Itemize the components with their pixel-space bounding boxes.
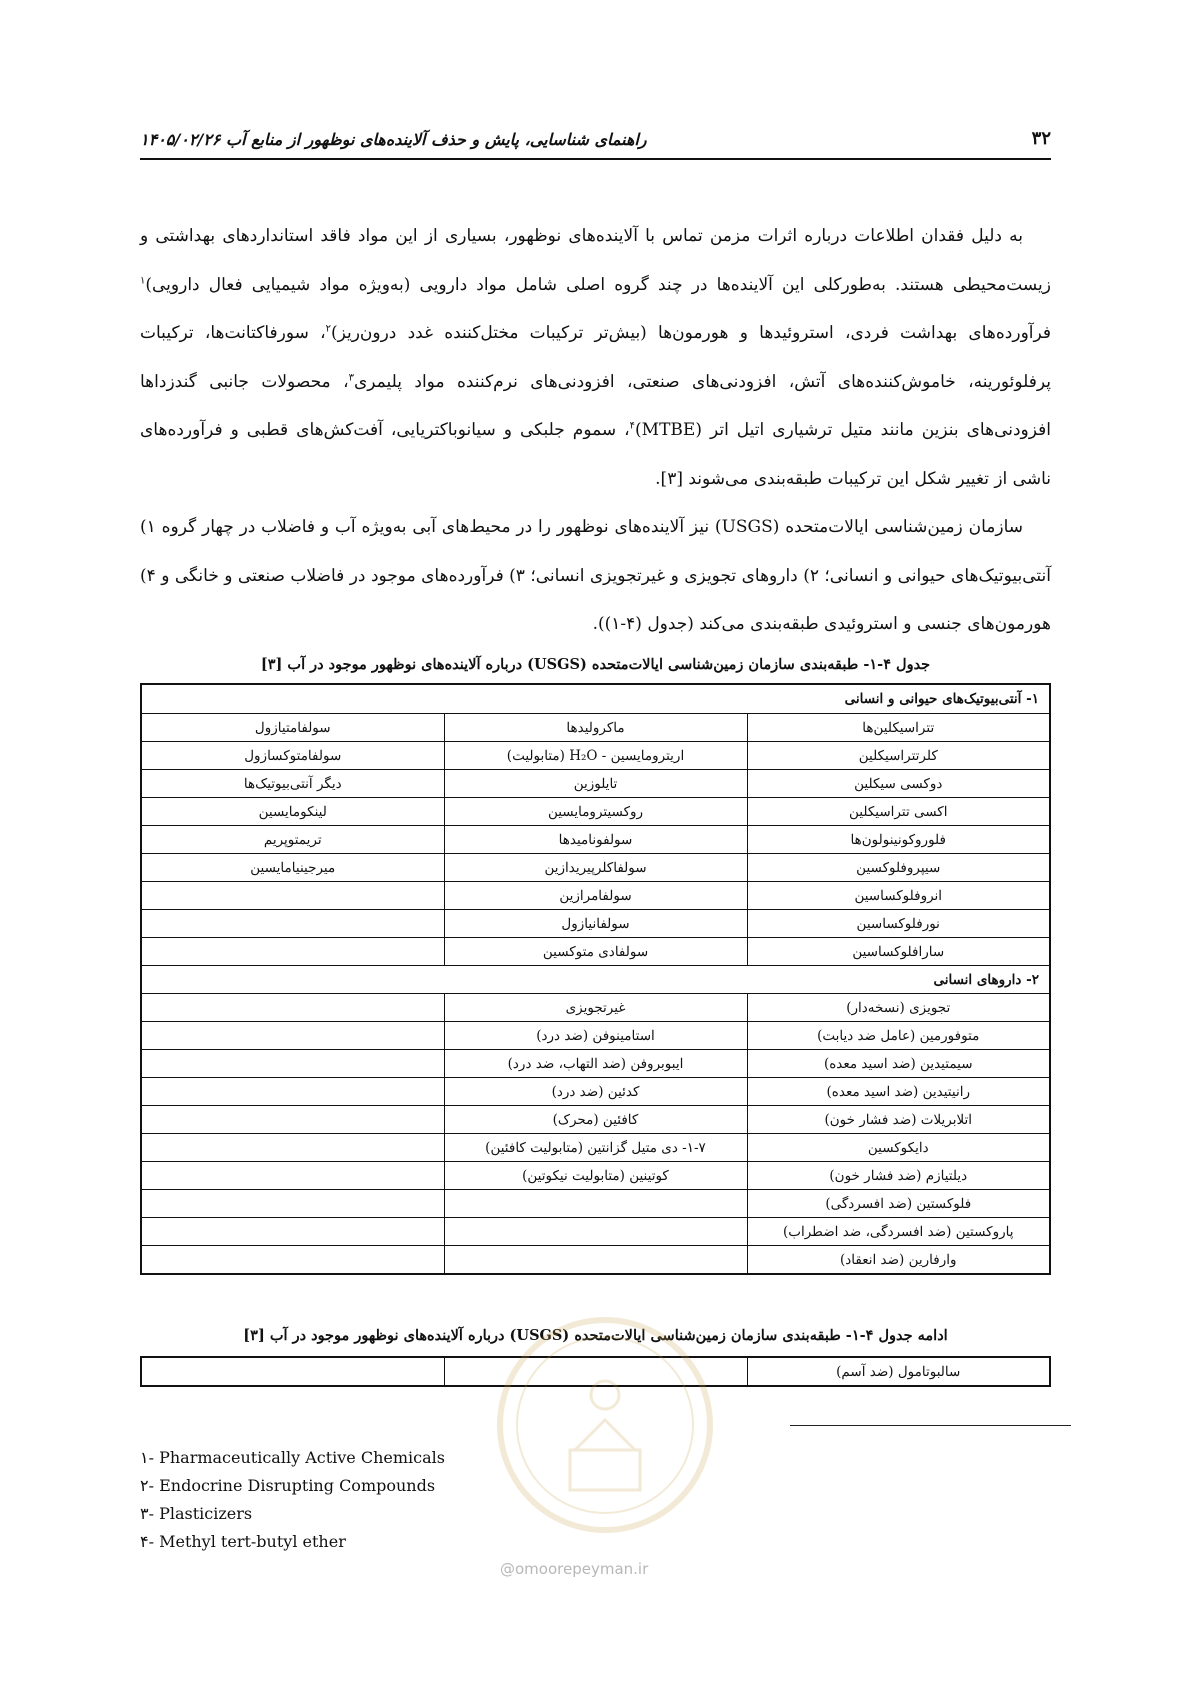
table-continued-caption: ادامه جدول ۴-۱- طبقه‌بندی سازمان زمین‌شناسی ایالات‌متحده (USGS) درباره آلاینده‌های نوظهور موجود در آب [۳]: [243, 1327, 948, 1344]
table-cell: [141, 1134, 444, 1162]
table-row: [141, 742, 1050, 770]
table-cell: دایکوکسین: [747, 1134, 1050, 1162]
table-row: [141, 882, 1050, 910]
table-cell: اریترومایسین - H₂O (متابولیت): [444, 742, 747, 770]
table-row: [141, 1106, 1050, 1134]
table-cell: پاروکستین (ضد افسردگی، ضد اضطراب): [747, 1218, 1050, 1246]
table-cell: فلوکستین (ضد افسردگی): [747, 1190, 1050, 1218]
table-cell: [141, 1050, 444, 1078]
paragraph-1-part: ، سموم جلبکی و سیانوباکتریایی، آفت‌کش‌های قطبی و فرآورده‌های ناشی از تغییر شکل این ترکیبات طبقه‌بندی می‌شوند [۳].: [140, 420, 1051, 489]
table-row: [141, 770, 1050, 798]
footnotes: [140, 1444, 445, 1556]
running-header: [140, 126, 1051, 154]
table-cell: سالبوتامول (ضد آسم): [747, 1357, 1050, 1386]
footnote-rule: [790, 1425, 1071, 1426]
table-cell: [141, 1218, 444, 1246]
footnote-ref-4: ۴: [629, 420, 636, 432]
table-row: [141, 714, 1050, 742]
table-cell: رانیتیدین (ضد اسید معده): [747, 1078, 1050, 1106]
table-row: [141, 1162, 1050, 1190]
table-row: [141, 798, 1050, 826]
table-cell: دوکسی سیکلین: [747, 770, 1050, 798]
table-section-header: [141, 966, 1050, 994]
table-cell: دیگر آنتی‌بیوتیک‌ها: [141, 770, 444, 798]
table-cell: [141, 1078, 444, 1106]
table-cell: سولفانیازول: [444, 910, 747, 938]
table-cell: متوفورمین (عامل ضد دیابت): [747, 1022, 1050, 1050]
table-cell: [444, 1218, 747, 1246]
table-cell: دیلتیازم (ضد فشار خون): [747, 1162, 1050, 1190]
table-row: [141, 938, 1050, 966]
page-number: ۳۲: [1031, 128, 1051, 149]
table-cell: تایلوزین: [444, 770, 747, 798]
table-cell: سولفامتوکسازول: [141, 742, 444, 770]
paragraph-1-part: فرآورده‌های بهداشت فردی، استروئیدها و هورمون‌ها (بیش‌تر ترکیبات مختل‌کننده غدد درون‌ریز): [330, 323, 1052, 343]
section-title: ۲- داروهای انسانی: [141, 966, 1050, 994]
table-cell: کلرتتراسیکلین: [747, 742, 1050, 770]
table-cell: سارافلوکساسین: [747, 938, 1050, 966]
table-cell: ایبوبروفن (ضد التهاب، ضد درد): [444, 1050, 747, 1078]
table-row: [141, 994, 1050, 1022]
table-cell: کوتینین (متابولیت نیکوتین): [444, 1162, 747, 1190]
table-row: [141, 1218, 1050, 1246]
section-title: ۱- آنتی‌بیوتیک‌های حیوانی و انسانی: [141, 684, 1050, 714]
table-row: [141, 1246, 1050, 1275]
header-rule: [140, 158, 1051, 160]
table-cell: سولفادی متوکسین: [444, 938, 747, 966]
table-cell: [141, 882, 444, 910]
table-cell: [444, 1246, 747, 1275]
paragraph-1-part: ، محصولات جانبی گندزداها افزودنی‌های بنزین مانند متیل ترشیاری اتیل اتر (MTBE): [140, 371, 1051, 440]
footnote-3: ۳- Plasticizers: [140, 1504, 253, 1523]
footnote-1: ۱- Pharmaceutically Active Chemicals: [140, 1448, 445, 1467]
table-row: [141, 1078, 1050, 1106]
table-cell: [141, 1162, 444, 1190]
table-cell: غیرتجویزی: [444, 994, 747, 1022]
running-title: راهنمای شناسایی، پایش و حذف آلاینده‌های نوظهور از منابع آب ۱۴۰۵/۰۲/۲۶: [140, 130, 647, 149]
usgs-classification-table: [140, 683, 1051, 1275]
table-cell: [141, 1106, 444, 1134]
table-cell: تتراسیکلین‌ها: [747, 714, 1050, 742]
table-cell: کدئین (ضد درد): [444, 1078, 747, 1106]
table-cell: استامینوفن (ضد درد): [444, 1022, 747, 1050]
paragraph-2: سازمان زمین‌شناسی ایالات‌متحده (USGS) نیز آلاینده‌های نوظهور را در محیط‌های آبی به‌ویژه آب و فاضلاب در چهار گروه ۱) آنتی‌بیوتیک‌های حیوانی و انسانی؛ ۲) داروهای تجویزی و غیرتجویزی انسانی؛ ۳) فرآورده‌های موجود در فاضلاب صنعتی و خانگی و ۴) هورمون‌های جنسی و استروئیدی طبقه‌بندی می‌کند (جدول (۴-۱)).: [140, 517, 1051, 634]
paragraph-1-part: ، سورفاکتانت‌ها، ترکیبات پرفلوئورینه، خاموش‌کننده‌های آتش، افزودنی‌های صنعتی، افزودنی‌های نرم‌کننده مواد پلیمری: [140, 323, 1052, 392]
table-row: [141, 1190, 1050, 1218]
table-cell: انروفلوکساسین: [747, 882, 1050, 910]
table-cell: نورفلوکساسین: [747, 910, 1050, 938]
footnote-ref-3: ۳: [348, 371, 354, 383]
table-row: [141, 1022, 1050, 1050]
table-cell: سولفونامیدها: [444, 826, 747, 854]
table-cell: اکسی تتراسیکلین: [747, 798, 1050, 826]
table-cell: [141, 1246, 444, 1275]
table-cell: میرجینیامایسین: [141, 854, 444, 882]
table-cell: سیپروفلوکسین: [747, 854, 1050, 882]
table-row: [141, 1134, 1050, 1162]
footnote-4: ۴- Methyl tert-butyl ether: [140, 1532, 346, 1551]
table-cell: تجویزی (نسخه‌دار): [747, 994, 1050, 1022]
table-caption: جدول ۴-۱- طبقه‌بندی سازمان زمین‌شناسی ایالات‌متحده (USGS) درباره آلاینده‌های نوظهور موجود در آب [۳]: [260, 656, 931, 673]
table-cell: سولفاکلرپیریدازین: [444, 854, 747, 882]
table-cell: ماکرولیدها: [444, 714, 747, 742]
table-cell: تریمتوپریم: [141, 826, 444, 854]
table-row: [141, 854, 1050, 882]
table-cell: [141, 1190, 444, 1218]
table-cell: کافئین (محرک): [444, 1106, 747, 1134]
footnote-ref-1: ۱: [140, 274, 146, 286]
table-cell: سولفامرازین: [444, 882, 747, 910]
table-cell: [141, 1022, 444, 1050]
table-cell: [141, 910, 444, 938]
watermark-logo: [490, 1300, 720, 1550]
footnote-ref-2: ۲: [325, 323, 331, 335]
table-cell: سولفامتیازول: [141, 714, 444, 742]
table-row: [141, 1050, 1050, 1078]
paragraph-1-part: به دلیل فقدان اطلاعات درباره اثرات مزمن تماس با آلاینده‌های نوظهور، بسیاری از این مواد فاقد استانداردهای بهداشتی و زیست‌محیطی هستند. به‌طورکلی این آلاینده‌ها در چند گروه اصلی شامل مواد دارویی (به‌ویژه مواد شیمیایی فعال دارویی): [140, 226, 1051, 295]
table-cell: [141, 938, 444, 966]
footnote-2: ۲- Endocrine Disrupting Compounds: [140, 1476, 436, 1495]
table-cell: وارفارین (ضد انعقاد): [747, 1246, 1050, 1275]
table-row: [141, 910, 1050, 938]
table-cell: روکسیترومایسین: [444, 798, 747, 826]
table-cell: فلوروکونینولون‌ها: [747, 826, 1050, 854]
table-cell: [141, 994, 444, 1022]
table-cell: [141, 1357, 444, 1386]
table-section-header: [141, 684, 1050, 714]
table-cell: سیمتیدین (ضد اسید معده): [747, 1050, 1050, 1078]
watermark-site: @omoorepeyman.ir: [500, 1560, 649, 1578]
table-cell: اتلابریلات (ضد فشار خون): [747, 1106, 1050, 1134]
table-cell: لینکومایسین: [141, 798, 444, 826]
body-text: [140, 212, 1051, 649]
table-row: [141, 826, 1050, 854]
table-cell: [444, 1190, 747, 1218]
paragraph-1: [140, 212, 1051, 503]
table-cell: ۱-۷- دی متیل گزانتین (متابولیت کافئین): [444, 1134, 747, 1162]
